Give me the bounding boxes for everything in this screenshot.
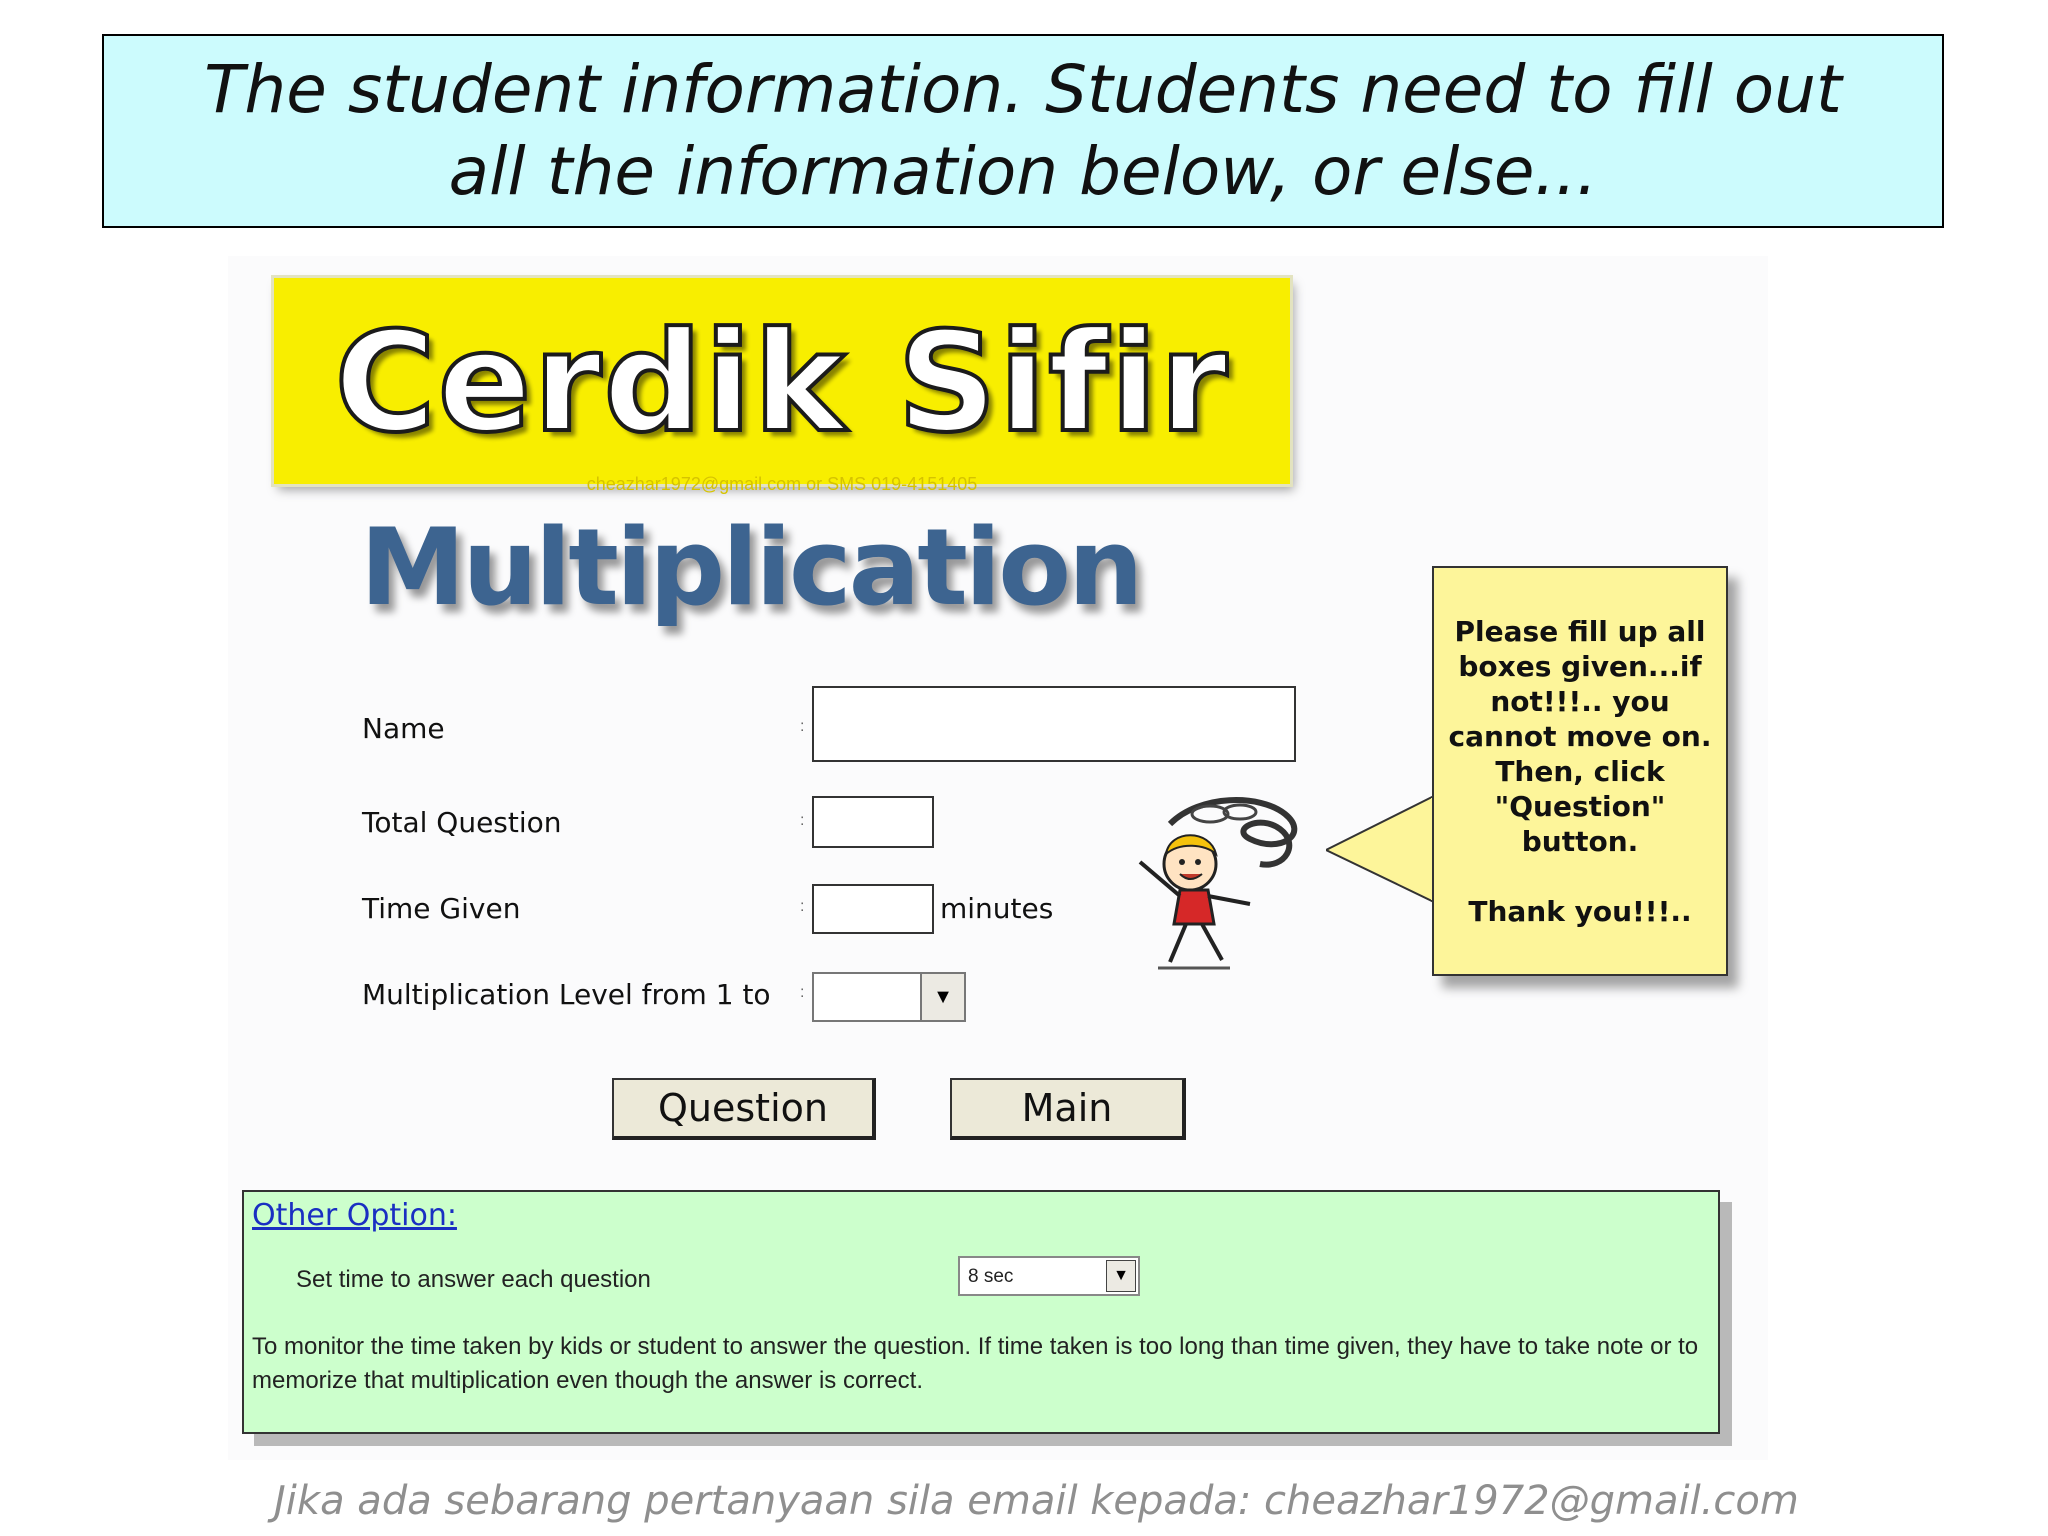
- page-title: Multiplication: [360, 506, 1141, 629]
- time-given-label: Time Given: [362, 892, 521, 925]
- banner-title: Cerdik Sifir: [334, 302, 1230, 463]
- multiplication-level-select[interactable]: [812, 972, 966, 1022]
- other-option-panel: [242, 1190, 1720, 1434]
- name-field[interactable]: [812, 686, 1296, 762]
- minutes-label: minutes: [940, 892, 1054, 925]
- other-option-title[interactable]: Other Option:: [252, 1198, 457, 1233]
- set-time-select[interactable]: [958, 1256, 1140, 1296]
- total-question-colon: :: [800, 812, 805, 829]
- caption-text: The student information. Students need to fill out all the information below, or else...: [204, 51, 1842, 210]
- total-question-label: Total Question: [362, 806, 562, 839]
- mascot-icon: [1110, 784, 1326, 974]
- app-screen: [228, 256, 1768, 1460]
- footer-contact: Jika ada sebarang pertanyaan sila email kepada: cheazhar1972@gmail.com: [274, 1478, 1799, 1524]
- multiplication-level-label: Multiplication Level from 1 to: [362, 978, 771, 1011]
- set-time-value: 8 sec: [968, 1266, 1014, 1287]
- name-colon: :: [800, 718, 805, 735]
- name-label: Name: [362, 712, 445, 745]
- level-colon: :: [800, 984, 805, 1001]
- time-given-colon: :: [800, 898, 805, 915]
- set-time-label: Set time to answer each question: [296, 1266, 651, 1293]
- chevron-down-icon[interactable]: ▼: [920, 974, 964, 1020]
- banner: [274, 278, 1290, 494]
- main-button[interactable]: Main: [950, 1078, 1186, 1140]
- time-given-field[interactable]: [812, 884, 934, 934]
- instruction-text: Please fill up all boxes given...if not!!!.. you cannot move on. Then, click "Question" button. Thank you!!!..: [1448, 614, 1712, 928]
- banner-subtitle: cheazhar1972@gmail.com or SMS 019-4151405: [586, 474, 978, 494]
- instruction-callout: [1432, 566, 1728, 976]
- question-button[interactable]: Question: [612, 1078, 876, 1140]
- speech-pointer: [1326, 794, 1436, 904]
- slide-caption: [102, 34, 1944, 228]
- chevron-down-icon[interactable]: ▼: [1106, 1260, 1136, 1292]
- total-question-field[interactable]: [812, 796, 934, 848]
- other-option-description: To monitor the time taken by kids or student to answer the question. If time taken is too long than time given, they have to take note or to memorize that multiplication even though the answer is correct.: [252, 1333, 1699, 1394]
